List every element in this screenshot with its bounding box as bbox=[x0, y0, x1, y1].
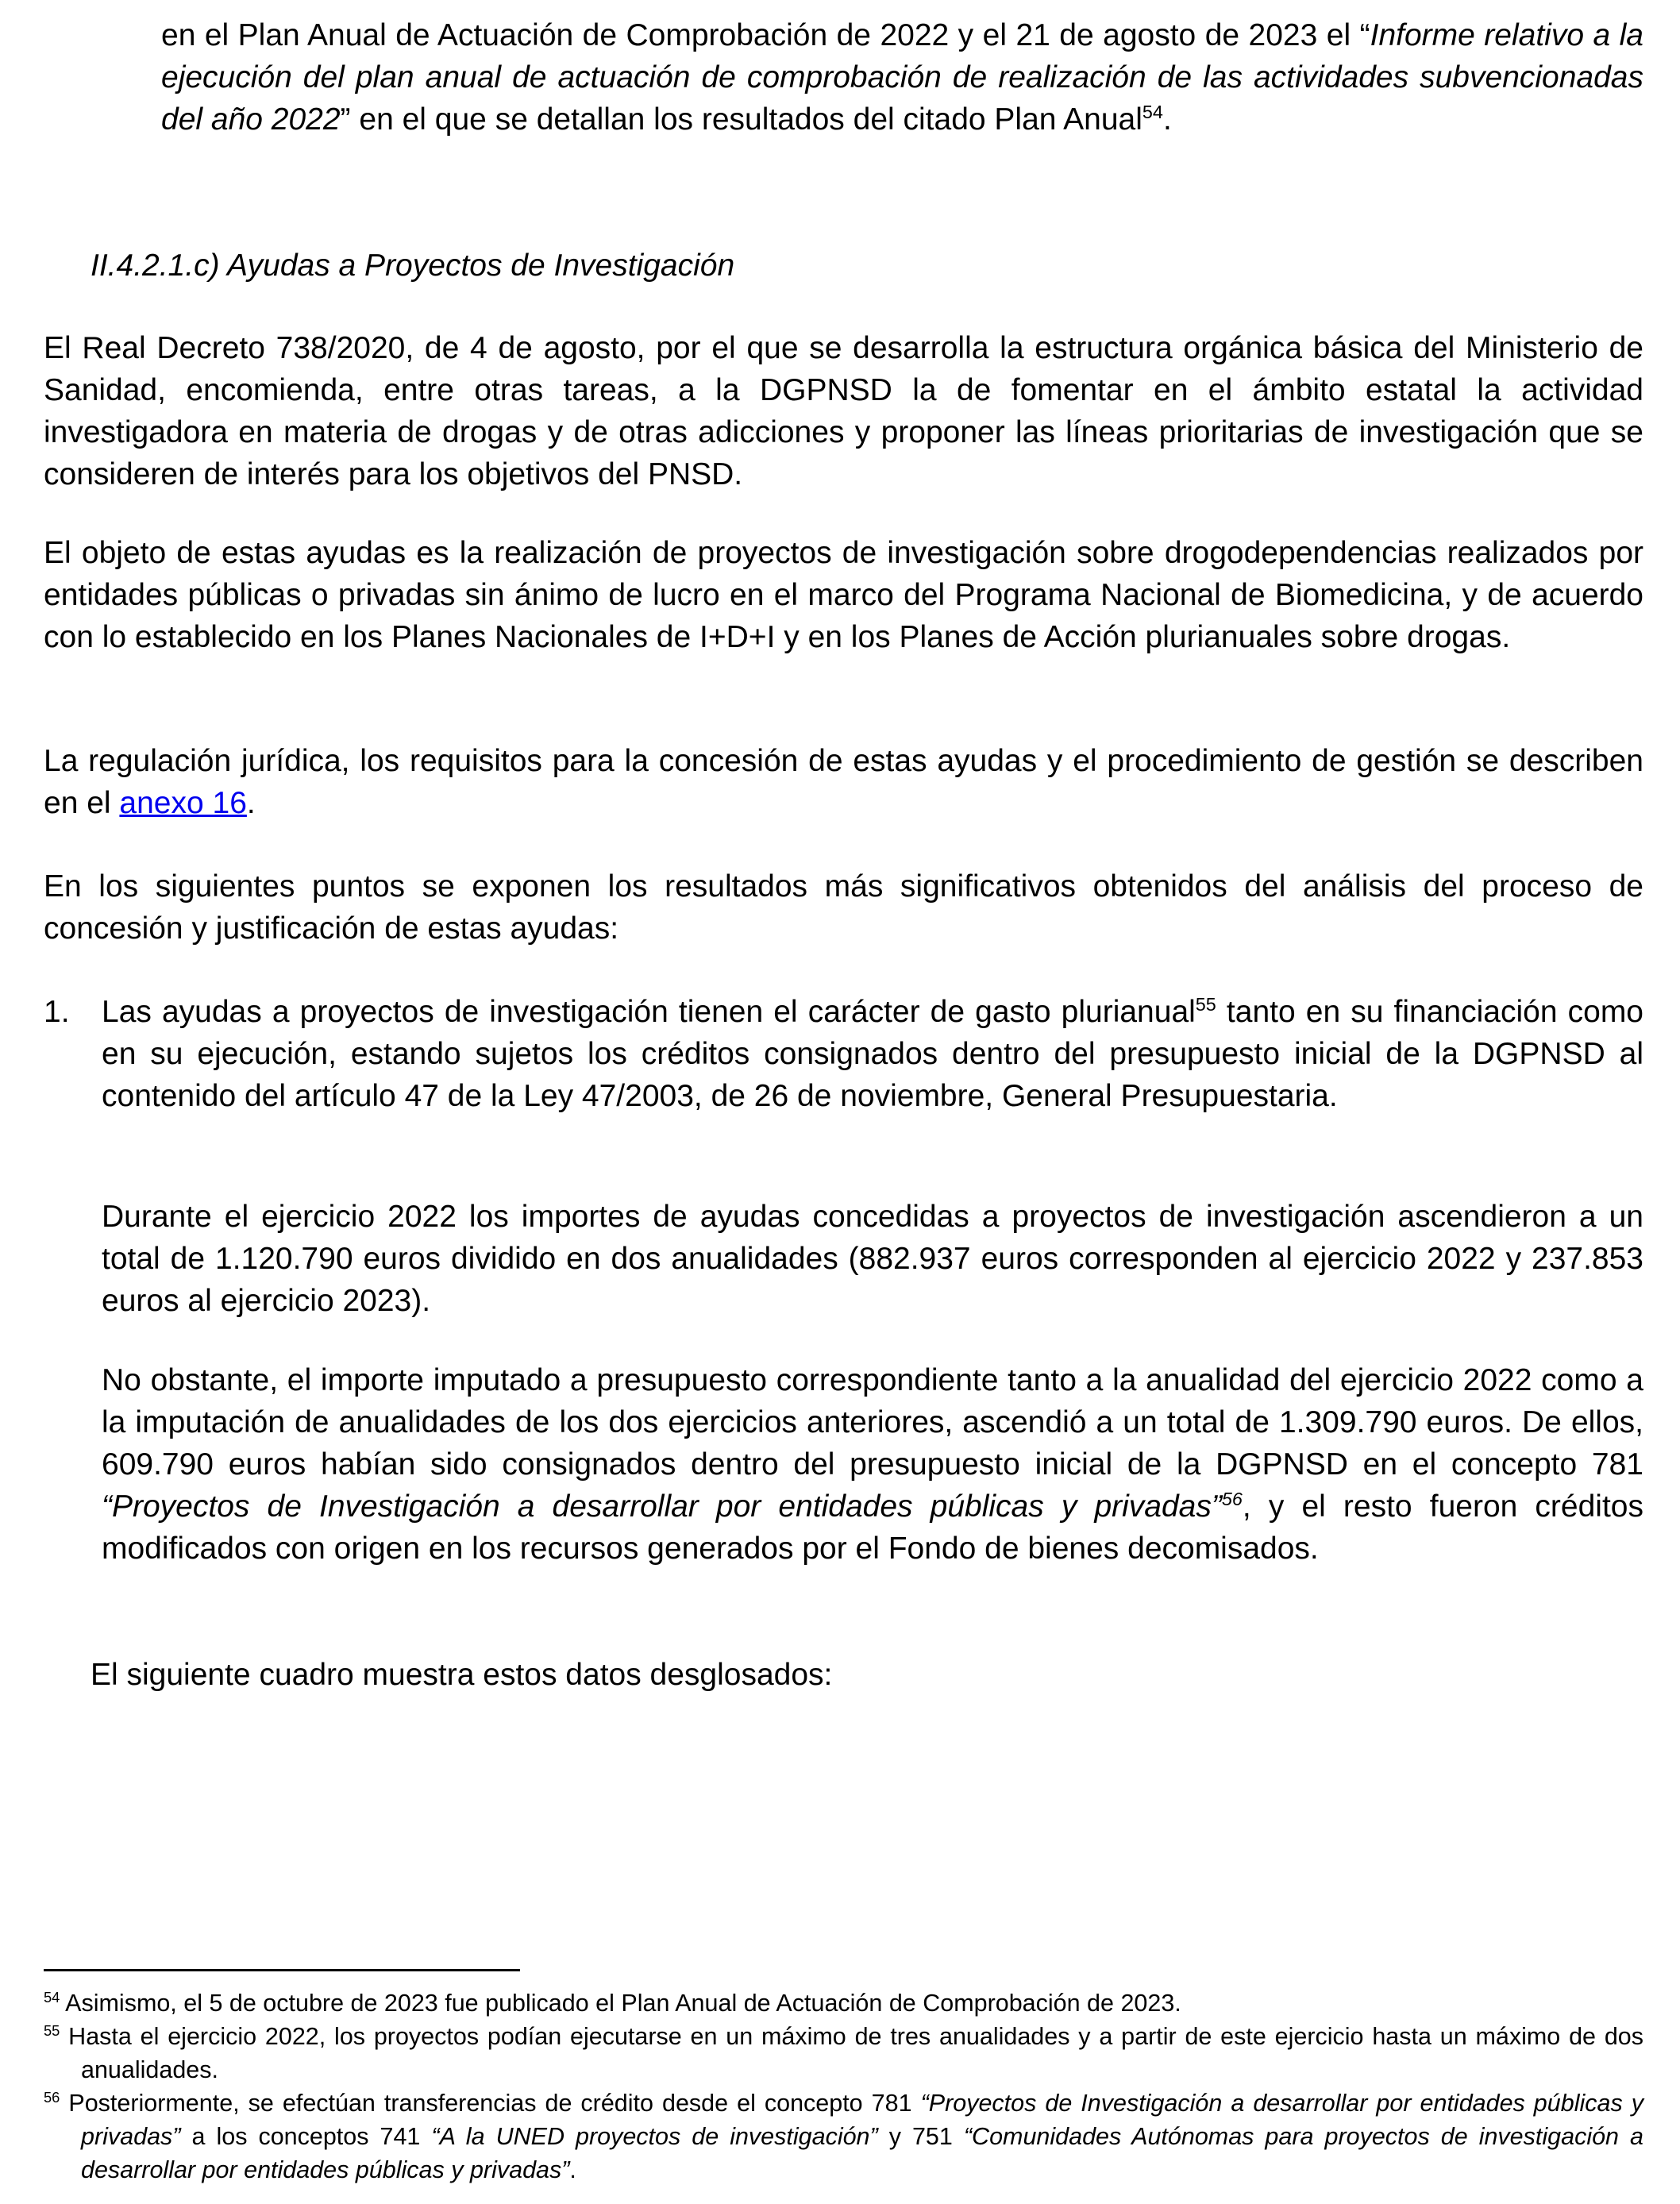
paragraph-results-intro: En los siguientes puntos se exponen los resultados más significativos obtenidos del análisis del proceso de concesión y justificación de estas ayudas: bbox=[44, 869, 1643, 946]
regulation-end: . bbox=[246, 786, 256, 820]
table-intro: El siguiente cuadro muestra estos datos desglosados: bbox=[91, 1658, 833, 1692]
paragraph-regulacion bbox=[44, 740, 1643, 824]
list-item-number: 1. bbox=[44, 995, 70, 1029]
paragraph-objeto: El objeto de estas ayudas es la realización de proyectos de investigación sobre drogodependencias realizados por entidades públicas o privadas sin ánimo de lucro en el marco del Programa Nacional de Biomedicina, y de acuerdo con lo establecido en los Planes Nacionales de I+D+I y en los Planes de Acción plurianuales sobre drogas. bbox=[44, 536, 1643, 654]
footnote-ref-56[interactable]: 56 bbox=[1221, 1489, 1243, 1509]
footnote-ref-55[interactable]: 55 bbox=[1195, 994, 1216, 1015]
footnote-italic-concepto-741: “A la UNED proyectos de investigación” bbox=[431, 2123, 878, 2150]
section-heading: II.4.2.1.c) Ayudas a Proyectos de Investigación bbox=[91, 249, 735, 283]
intro-text-line1: en el Plan Anual de Actuación de Comprobación de 2022 y el 21 de agosto de 2023 el bbox=[161, 18, 1351, 52]
list-item-1-para1 bbox=[102, 991, 1643, 1117]
list-item-1-para2: Durante el ejercicio 2022 los importes de ayudas concedidas a proyectos de investigación ascendieron a un total de 1.120.790 euros dividido en dos anualidades (882.937 euros corresponden al ejercicio 2022 y 237.853 euros al ejercicio 2023). bbox=[102, 1200, 1643, 1318]
quote-open: “ bbox=[1359, 18, 1370, 52]
footnote-56 bbox=[44, 2086, 1643, 2187]
footnote-text: y 751 bbox=[877, 2123, 964, 2150]
footnote-55 bbox=[44, 2020, 1643, 2086]
list-item-1-para3 bbox=[102, 1359, 1643, 1570]
regulation-text: La regulación jurídica, los requisitos para la concesión de estas ayudas y el procedimiento de gestión se describen en el bbox=[44, 744, 1643, 820]
concepto-781-title-italic: “Proyectos de Investigación a desarrollar por entidades públicas y privadas” bbox=[102, 1489, 1222, 1524]
footnote-text: . bbox=[569, 2156, 576, 2183]
list-item-1-para3-text-b: , y el resto fueron créditos modificados con origen en los recursos generados por el Fondo de bienes decomisados. bbox=[102, 1489, 1643, 1566]
list-item-1-text-a: Las ayudas a proyectos de investigación tienen el carácter de gasto plurianual bbox=[102, 995, 1196, 1029]
footnote-text: a los conceptos 741 bbox=[180, 2123, 432, 2150]
footnote-text: Asimismo, el 5 de octubre de 2023 fue publicado el Plan Anual de Actuación de Comprobación de 2023. bbox=[65, 1990, 1181, 2017]
list-item-1-text-b: tanto en su financiación como en su ejecución, estando sujetos los créditos consignados dentro del presupuesto inicial de la DGPNSD al contenido del artículo 47 de la Ley 47/2003, de 26 de noviembre, General Presupuestaria. bbox=[102, 995, 1643, 1113]
intro-paragraph bbox=[161, 14, 1643, 141]
list-item-1-para3-text-a: No obstante, el importe imputado a presupuesto correspondiente tanto a la anualidad del ejercicio 2022 como a la imputación de anualidades de los dos ejercicios anteriores, ascendió a un total de 1.309.790 euros. De ellos, 609.790 euros habían sido consignados dentro del presupuesto inicial de la DGPNSD en el concepto 781 bbox=[102, 1363, 1643, 1482]
footnote-number: 54 bbox=[44, 1988, 60, 2006]
footnote-number: 56 bbox=[44, 2088, 60, 2106]
quote-close: ” bbox=[340, 102, 351, 137]
footnote-text: Hasta el ejercicio 2022, los proyectos podían ejecutarse en un máximo de tres anualidades y a partir de este ejercicio hasta un máximo de dos anualidades. bbox=[68, 2023, 1643, 2083]
intro-end: . bbox=[1162, 102, 1172, 137]
footnote-ref-54[interactable]: 54 bbox=[1142, 102, 1163, 122]
footnote-separator bbox=[44, 1969, 520, 1971]
paragraph-real-decreto: El Real Decreto 738/2020, de 4 de agosto, por el que se desarrolla la estructura orgánica básica del Ministerio de Sanidad, encomienda, entre otras tareas, a la DGPNSD la de fomentar en el ámbito estatal la actividad investigadora en materia de drogas y de otras adicciones y proponer las líneas prioritarias de investigación que se consideren de interés para los objetivos del PNSD. bbox=[44, 331, 1643, 491]
footnote-italic-concepto-781: “Proyectos de Investigación a desarrollar por entidades públicas y privadas” bbox=[81, 2090, 1643, 2150]
footnote-italic-concepto-751: “Comunidades Autónomas para proyectos de investigación a desarrollar por entidades públicas y privadas” bbox=[81, 2123, 1643, 2183]
footnote-number: 55 bbox=[44, 2021, 60, 2039]
footnote-text: Posteriormente, se efectúan transferencias de crédito desde el concepto 781 bbox=[68, 2090, 921, 2117]
intro-text-rest: en el que se detallan los resultados del citado Plan Anual bbox=[350, 102, 1142, 137]
footnote-54 bbox=[44, 1986, 1643, 2020]
report-title-italic: Informe relativo a la ejecución del plan anual de actuación de comprobación de realización de las actividades subvencionadas del año 2022 bbox=[161, 18, 1643, 137]
anexo-16-link[interactable]: anexo 16 bbox=[119, 786, 247, 820]
